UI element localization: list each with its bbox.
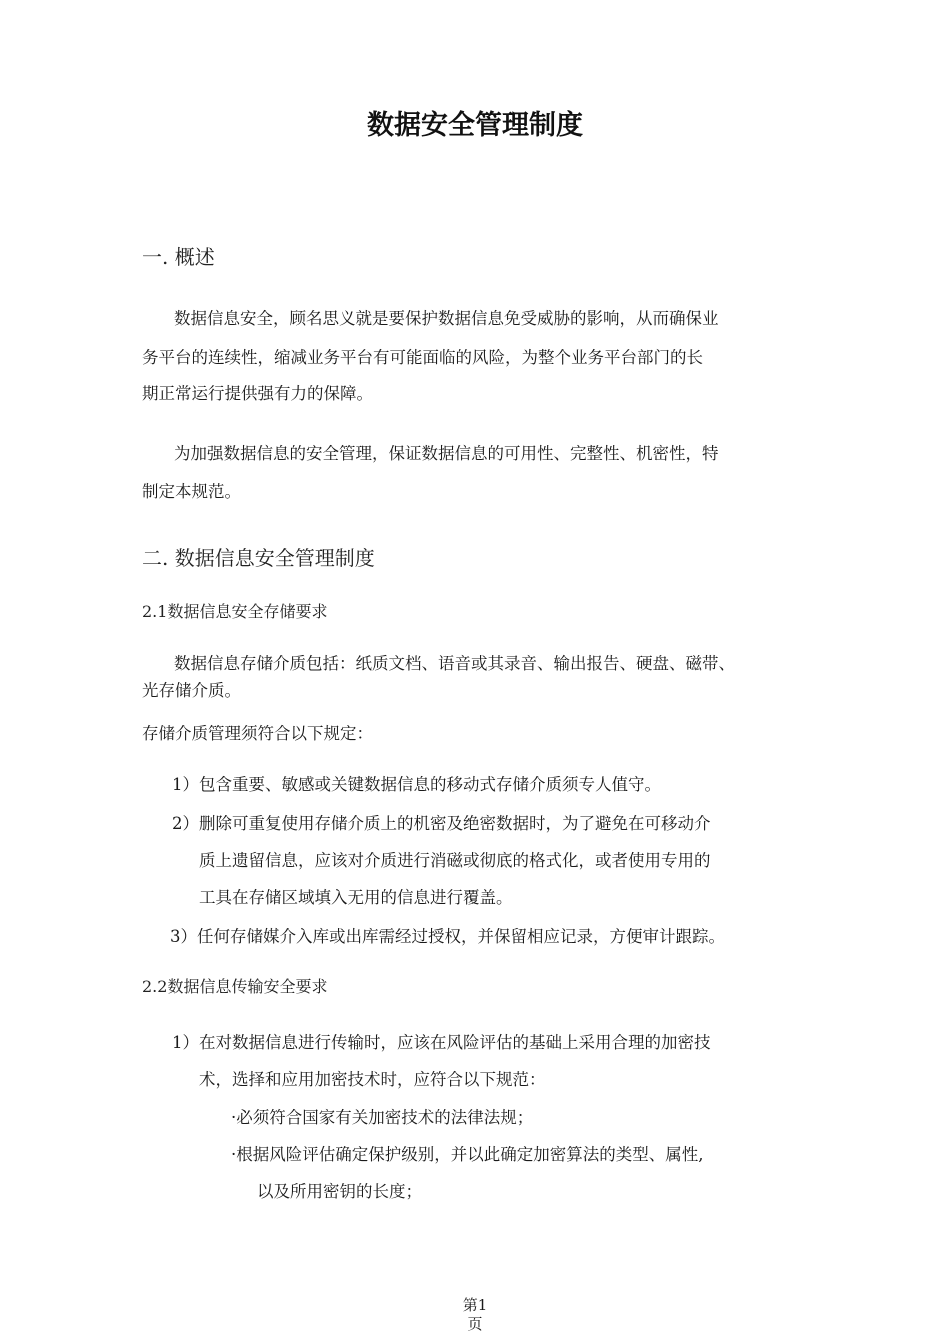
paragraph-line: 数据信息存储介质包括：纸质文档、语音或其录音、输出报告、硬盘、磁带、 (174, 654, 735, 673)
section-heading-data-security: 二. 数据信息安全管理制度 (142, 546, 375, 570)
page-number: 第1 (462, 1296, 488, 1314)
page-number-suffix: 页 (467, 1315, 483, 1333)
document-title: 数据安全管理制度 (367, 110, 583, 141)
bullet-item: ·根据风险评估确定保护级别，并以此确定加密算法的类型、属性, (231, 1145, 704, 1164)
bullet-item: ·必须符合国家有关加密技术的法律法规； (231, 1108, 534, 1127)
list-item: 2）删除可重复使用存储介质上的机密及绝密数据时，为了避免在可移动介 (172, 814, 711, 833)
list-item-continuation: 工具在存储区域填入无用的信息进行覆盖。 (199, 888, 513, 907)
subsection-heading-transmission: 2.2数据信息传输安全要求 (142, 977, 328, 996)
section-heading-overview: 一. 概述 (142, 245, 215, 269)
paragraph-line: 制定本规范。 (142, 482, 241, 501)
list-item: 1）在对数据信息进行传输时，应该在风险评估的基础上采用合理的加密技 (172, 1033, 711, 1052)
list-item-continuation: 质上遗留信息，应该对介质进行消磁或彻底的格式化，或者使用专用的 (199, 851, 711, 870)
paragraph-line: 为加强数据信息的安全管理，保证数据信息的可用性、完整性、机密性，特 (174, 444, 719, 463)
paragraph-line: 存储介质管理须符合以下规定： (142, 724, 373, 743)
bullet-item-continuation: 以及所用密钥的长度； (257, 1182, 422, 1201)
list-item: 1）包含重要、敏感或关键数据信息的移动式存储介质须专人值守。 (172, 775, 661, 794)
list-item-continuation: 术，选择和应用加密技术时，应符合以下规范： (199, 1070, 546, 1089)
paragraph-line: 务平台的连续性，缩减业务平台有可能面临的风险，为整个业务平台部门的长 (142, 348, 703, 367)
subsection-heading-storage: 2.1数据信息安全存储要求 (142, 602, 328, 621)
paragraph-line: 数据信息安全，顾名思义就是要保护数据信息免受威胁的影响，从而确保业 (174, 309, 719, 328)
list-item: 3）任何存储媒介入库或出库需经过授权，并保留相应记录，方便审计跟踪。 (170, 927, 725, 946)
paragraph-line: 期正常运行提供强有力的保障。 (142, 384, 373, 403)
paragraph-line: 光存储介质。 (142, 681, 241, 700)
